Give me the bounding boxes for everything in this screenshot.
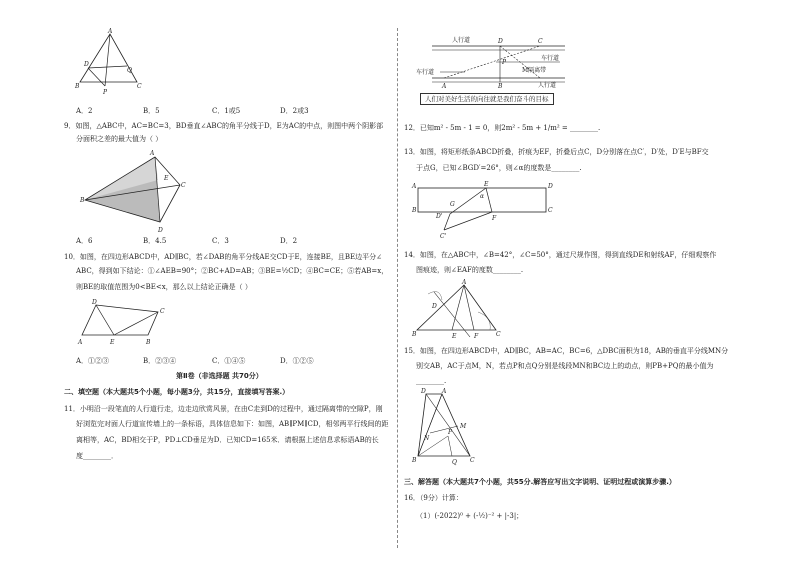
q8-option-a: A．2 xyxy=(76,107,93,115)
fig11-road-left: 车行道 xyxy=(416,69,435,76)
q9-figure xyxy=(80,150,190,234)
fig11-sidewalk-top: 人行道 xyxy=(452,37,471,44)
svg-text:D: D xyxy=(432,303,437,310)
part-two-heading: 第Ⅱ卷（非选择题 共70分） xyxy=(176,372,263,380)
q10-option-c: C．①④⑤ xyxy=(212,357,246,365)
q10-line1: 10．如图，在四边形ABCD中，AD∥BC，若∠DAB的角平分线AE交CD于E，连接BE，且BE边平分∠ xyxy=(64,253,383,261)
q9-option-d: D．2 xyxy=(280,237,298,245)
svg-text:G: G xyxy=(450,201,455,208)
svg-text:D': D' xyxy=(436,213,443,220)
svg-text:D: D xyxy=(158,227,163,234)
svg-text:E: E xyxy=(484,181,489,188)
svg-text:P: P xyxy=(502,59,507,66)
section-three-heading: 三、解答题（本大题共7个小题，共55分.解答应写出文字说明、证明过程或演算步骤.） xyxy=(404,478,676,486)
svg-text:E: E xyxy=(110,339,115,346)
q15-line1: 15．如图，在四边形ABCD中，AD∥BC，AB=AC，BC=6，△DBC面积为18，AB的垂直平分线MN分 xyxy=(404,347,729,355)
q13-line2: 于点G，已知∠BGD′=26°，则∠α的度数是________. xyxy=(416,164,582,172)
svg-text:A: A xyxy=(442,83,447,90)
svg-text:C: C xyxy=(181,182,186,189)
svg-text:B: B xyxy=(498,83,503,90)
q10-line2: ABC，得到如下结论：①∠AEB=90°；②BC+AD=AB；③BE=½CD；④BC=CE；⑤若AB=x， xyxy=(76,267,389,275)
svg-text:Q: Q xyxy=(127,67,132,74)
svg-text:D: D xyxy=(498,38,503,45)
q10-option-d: D．①②⑤ xyxy=(280,357,314,365)
svg-text:P: P xyxy=(448,429,453,436)
q11-line1: 11．小明沿一段笔直的人行道行走，边走边欣赏风景，在由C走到D的过程中，通过隔离带的空隙P，刚 xyxy=(64,405,383,413)
q13-line1: 13．如图，将矩形纸条ABCD折叠，折痕为EF，折叠后点C，D分别落在点C′，D′处，D′E与BF交 xyxy=(404,148,709,156)
q10-line3: 则BE的取值范围为0<BE<x，那么以上结论正确是（ ） xyxy=(76,283,252,291)
svg-text:B: B xyxy=(75,83,80,90)
q11-line2: 好浏览完对面人行道宣传墙上的一条标语，具体信息如下：如图，AB∥PM∥CD，相邻两平行线间的距 xyxy=(76,420,389,428)
svg-text:C: C xyxy=(137,83,142,90)
fig11-sidewalk-bottom: 人行道 xyxy=(538,82,557,89)
svg-text:E: E xyxy=(164,175,169,182)
svg-text:D: D xyxy=(421,388,426,395)
q8-figure xyxy=(75,30,155,100)
svg-text:A: A xyxy=(150,150,155,157)
svg-text:P: P xyxy=(103,89,108,96)
svg-text:A: A xyxy=(108,28,113,35)
q9-option-b: B．4.5 xyxy=(143,237,167,245)
svg-text:C: C xyxy=(470,457,475,464)
q15-line3: ________. xyxy=(416,377,447,385)
svg-text:A: A xyxy=(412,183,417,190)
q8-triangle xyxy=(80,34,137,82)
svg-text:B: B xyxy=(412,457,417,464)
q14-line1: 14．如图，在△ABC中，∠B=42°，∠C=50°，通过尺规作图，得到直线DE和射线AF，仔细观察作 xyxy=(404,251,717,259)
q11-line3: 离相等，AC，BD相交于P，PD⊥CD垂足为D．已知CD=165米．请根据上述信息求标语AB的长 xyxy=(76,436,379,444)
q9-line1: 9．如图，△ABC中，AC=BC=3，BD垂直∠ABC的角平分线于D，E为AC的中点，则图中两个阴影部 xyxy=(64,122,384,130)
svg-text:C': C' xyxy=(440,233,447,240)
svg-text:A: A xyxy=(442,388,447,395)
q15-line2: 别交AB，AC于点M，N，若点P和点Q分别是线段MN和BC边上的动点，则PB+PQ的最小值为 xyxy=(416,362,714,370)
fig11-slogan-box: 人们对美好生活的向往就是我们奋斗的目标 xyxy=(420,93,554,105)
q9-line2: 分面积之差的最大值为（ ） xyxy=(76,135,163,143)
q12-text: 12．已知m² - 5m - 1 = 0，则2m² - 5m + 1/m² = ________. xyxy=(404,124,601,132)
svg-text:D: D xyxy=(92,299,97,306)
q16-part1: （1）(-2022)⁰ + (-½)⁻² + |-3|； xyxy=(416,512,524,520)
q9-option-a: A．6 xyxy=(76,237,93,245)
svg-text:C: C xyxy=(160,308,165,315)
q9-option-c: C．3 xyxy=(212,237,229,245)
svg-text:B: B xyxy=(146,339,151,346)
svg-text:D: D xyxy=(84,61,89,68)
q16-heading: 16．（9分）计算： xyxy=(404,494,463,502)
svg-text:B: B xyxy=(412,331,417,338)
fig11-road-right: 车行道 xyxy=(541,55,560,62)
q8-option-d: D．2或3 xyxy=(280,107,309,115)
column-separator xyxy=(397,28,398,548)
svg-text:D: D xyxy=(548,183,553,190)
q14-line2: 图痕迹，则∠EAF的度数________. xyxy=(416,266,524,274)
svg-text:A: A xyxy=(462,279,467,286)
q11-line4: 度________． xyxy=(76,452,118,460)
svg-text:F: F xyxy=(492,215,497,222)
q10-option-b: B．②③④ xyxy=(143,357,177,365)
fig11-median-label: M隔离带 xyxy=(522,67,547,74)
q10-option-a: A．①②③ xyxy=(76,357,110,365)
q10-figure xyxy=(78,300,178,345)
svg-text:M: M xyxy=(460,423,467,430)
svg-text:α: α xyxy=(480,193,485,200)
q8-option-b: B．5 xyxy=(143,107,160,115)
svg-text:N: N xyxy=(424,435,430,442)
svg-text:C: C xyxy=(548,207,553,214)
section-two-heading: 二、填空题（本大题共5个小题，每小题3分，共15分，直接填写答案.） xyxy=(64,388,290,396)
svg-text:F: F xyxy=(474,333,479,340)
svg-text:B: B xyxy=(80,197,85,204)
q8-option-c: C．1或5 xyxy=(212,107,241,115)
svg-text:C: C xyxy=(538,38,543,45)
svg-text:E: E xyxy=(452,333,457,340)
svg-text:A: A xyxy=(78,339,83,346)
svg-text:Q: Q xyxy=(452,459,457,466)
q13-figure xyxy=(410,180,560,242)
q15-figure xyxy=(412,388,492,468)
svg-text:B: B xyxy=(412,207,417,214)
svg-text:C: C xyxy=(496,331,501,338)
q14-figure xyxy=(412,279,502,340)
